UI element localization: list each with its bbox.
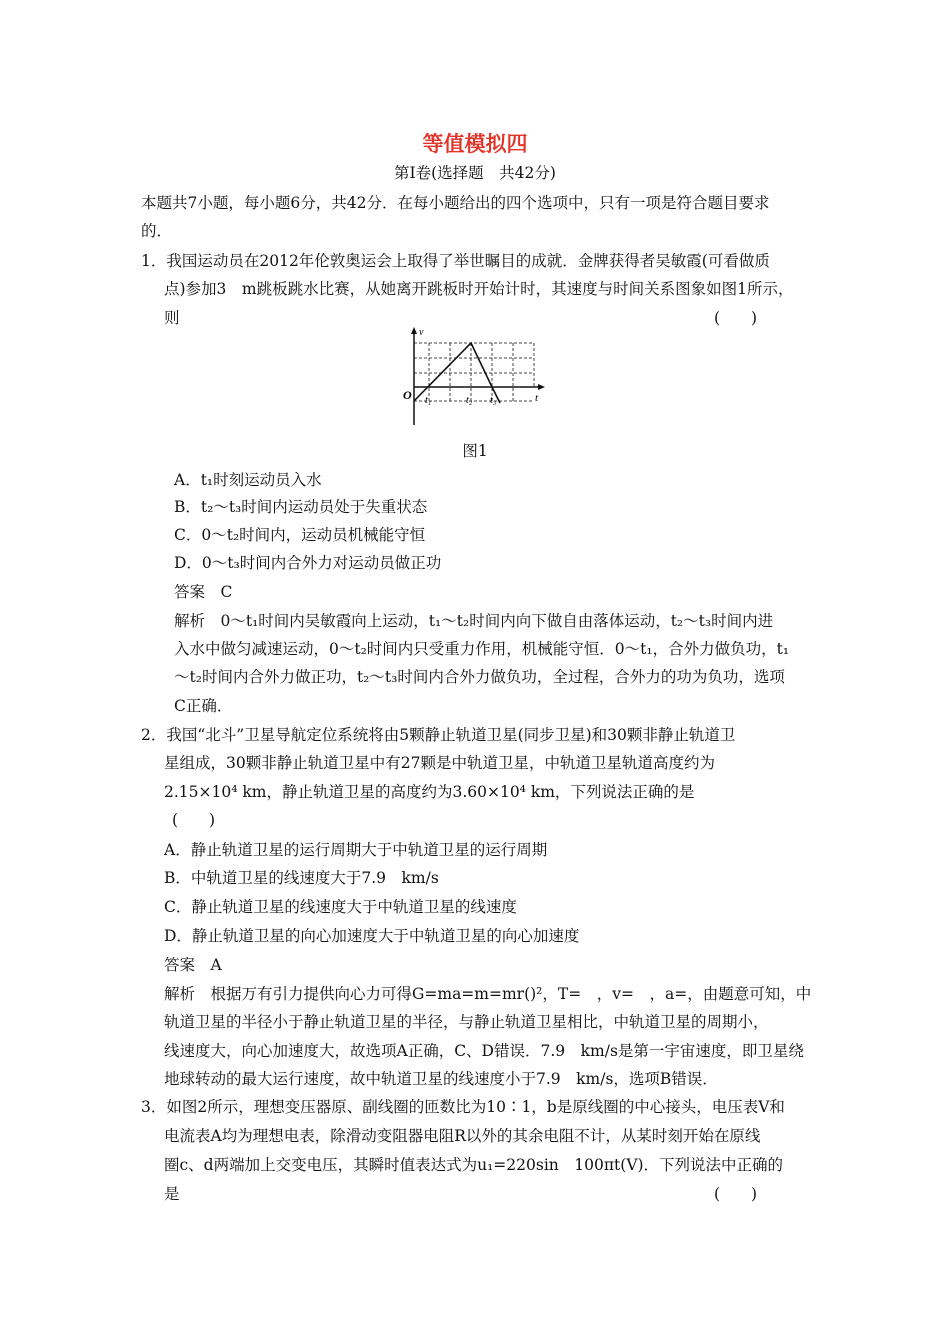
answer-label: 答案 C <box>174 583 233 601</box>
answer-bracket: ( ) <box>714 1185 758 1203</box>
question-2-text: 2.15×10⁴ km，静止轨道卫星的高度约为3.60×10⁴ km，下列说法正确的是 <box>164 783 695 801</box>
velocity-time-graph <box>400 325 550 425</box>
option-c: C．静止轨道卫星的线速度大于中轨道卫星的线速度 <box>164 898 517 916</box>
question-1-text: 则 <box>164 309 180 327</box>
analysis-text: 解析 0～t₁时间内吴敏霞向上运动，t₁～t₂时间内向下做自由落体运动，t₂～t₃时间内进 <box>174 612 774 630</box>
analysis-text: ～t₂时间内合外力做正功，t₂～t₃时间内合外力做负功，全过程，合外力的功为负功，选项 <box>174 668 785 686</box>
option-b: B．中轨道卫星的线速度大于7.9 km/s <box>164 869 439 887</box>
question-2-text: 星组成，30颗非静止轨道卫星中有27颗是中轨道卫星，中轨道卫星轨道高度约为 <box>164 754 715 772</box>
question-3-text: 圈c、d两端加上交变电压，其瞬时值表达式为u₁=220sin 100πt(V)．下列说法中正确的 <box>164 1156 784 1174</box>
analysis-text: 地球转动的最大运行速度，故中轨道卫星的线速度小于7.9 km/s，选项B错误． <box>164 1070 718 1088</box>
option-c: C．0～t₂时间内，运动员机械能守恒 <box>174 526 426 544</box>
question-2-text: 2．我国“北斗”卫星导航定位系统将由5颗静止轨道卫星(同步卫星)和30颗非静止轨道卫 <box>141 726 736 744</box>
analysis-text: 轨道卫星的半径小于静止轨道卫星的半径，与静止轨道卫星相比，中轨道卫星的周期小， <box>164 1013 769 1031</box>
intro-line: 本题共7小题，每小题6分，共42分．在每小题给出的四个选项中，只有一项是符合题目要求 <box>141 194 770 212</box>
answer-label: 答案 A <box>164 956 222 974</box>
option-a: A．静止轨道卫星的运行周期大于中轨道卫星的运行周期 <box>164 841 548 859</box>
analysis-text: 入水中做匀减速运动，0～t₂时间内只受重力作用，机械能守恒．0～t₁，合外力做负功，t₁ <box>174 640 790 658</box>
analysis-text: C正确． <box>174 697 233 715</box>
v-axis-arrow-icon <box>411 327 417 334</box>
question-3-text: 电流表A均为理想电表，除滑动变阻器电阻R以外的其余电阻不计，从某时刻开始在原线 <box>164 1127 761 1145</box>
question-3-text: 是 <box>164 1185 180 1203</box>
option-d: D．静止轨道卫星的向心加速度大于中轨道卫星的向心加速度 <box>164 927 580 945</box>
intro-line: 的． <box>141 222 173 240</box>
answer-bracket: ( ) <box>714 309 758 327</box>
analysis-text: 线速度大，向心加速度大，故选项A正确，C、D错误．7.9 km/s是第一宇宙速度，即卫星绕 <box>164 1042 804 1060</box>
question-3-text: 3．如图2所示，理想变压器原、副线圈的匝数比为10∶1，b是原线圈的中心接头，电压表V和 <box>141 1098 785 1116</box>
tick-t2: t₂ <box>466 395 473 406</box>
question-1-text: 1．我国运动员在2012年伦敦奥运会上取得了举世瞩目的成就．金牌获得者吴敏霞(可看做质 <box>141 252 770 270</box>
tick-t3: t₃ <box>490 395 497 406</box>
section-heading: 第Ⅰ卷(选择题 共42分) <box>394 164 556 182</box>
origin-label: O <box>403 388 412 402</box>
t-axis-label: t <box>535 392 539 404</box>
figure-caption: 图1 <box>462 442 488 460</box>
option-a: A．t₁时刻运动员入水 <box>174 471 322 489</box>
option-b: B．t₂～t₃时间内运动员处于失重状态 <box>174 498 428 516</box>
option-d: D．0～t₃时间内合外力对运动员做正功 <box>174 554 442 572</box>
analysis-text: 解析 根据万有引力提供向心力可得G=ma=m=mr()²，T= ，v= ，a=，由题意可知，中 <box>164 985 812 1003</box>
answer-bracket: ( ) <box>172 811 216 829</box>
page-title: 等值模拟四 <box>422 132 528 156</box>
tick-t1: t₁ <box>425 395 432 406</box>
question-1-text: 点)参加3 m跳板跳水比赛，从她离开跳板时开始计时，其速度与时间关系图象如图1所示， <box>164 280 794 298</box>
t-axis-arrow-icon <box>538 384 545 390</box>
v-axis-label: v <box>419 327 424 338</box>
